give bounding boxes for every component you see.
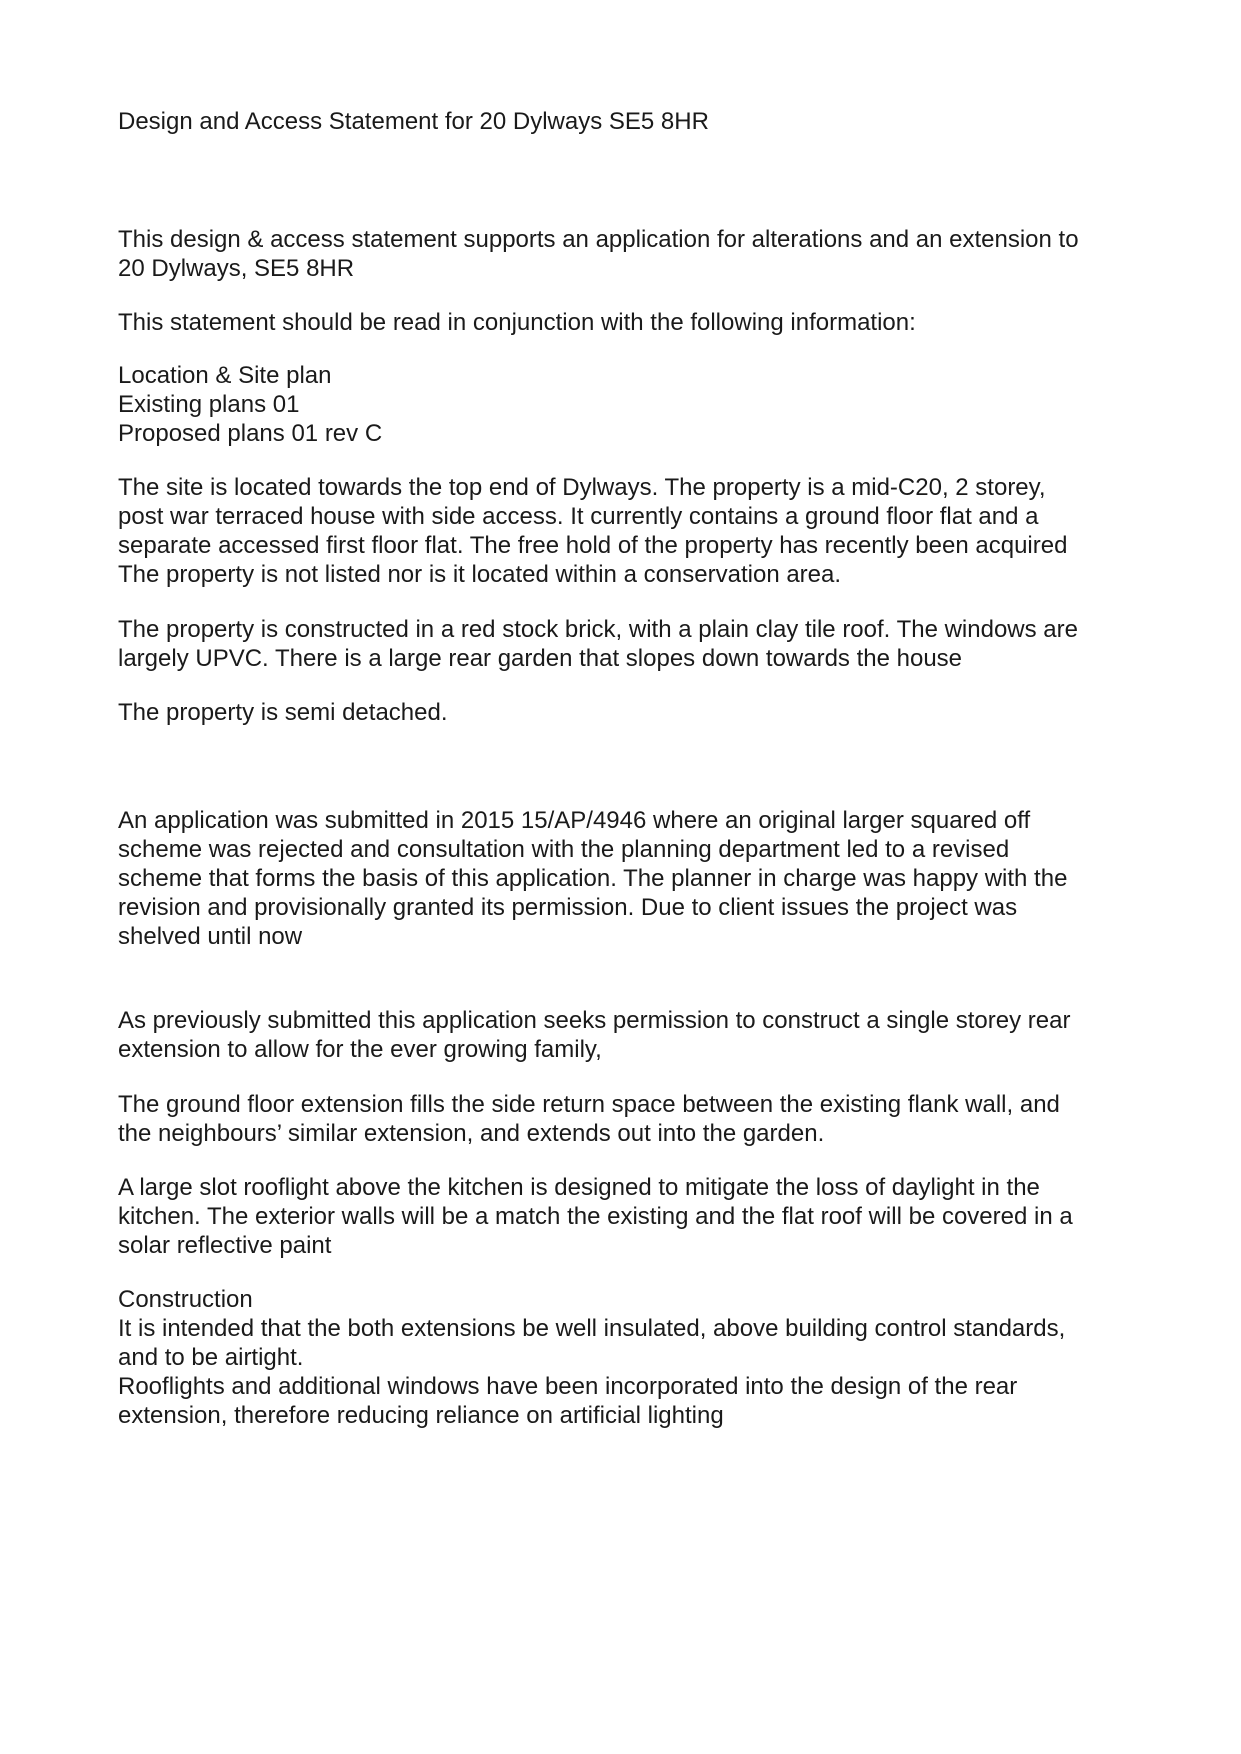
paragraph-line: post war terraced house with side access. It currently contains a ground floor flat and a <box>118 503 1039 530</box>
paragraph-line: Rooflights and additional windows have been incorporated into the design of the rear <box>118 1373 1018 1400</box>
section-heading: Construction <box>118 1286 253 1313</box>
paragraph-line: A large slot rooflight above the kitchen is designed to mitigate the loss of daylight in the <box>118 1174 1040 1201</box>
paragraph-line: and to be airtight. <box>118 1344 304 1371</box>
paragraph-line: scheme was rejected and consultation with the planning department led to a revised <box>118 836 1010 863</box>
list-item: Proposed plans 01 rev C <box>118 420 383 447</box>
list-item: Location & Site plan <box>118 362 332 389</box>
proposal-paragraph <box>118 1006 1128 1064</box>
paragraph-line: The ground floor extension fills the side return space between the existing flank wall, and <box>118 1091 1060 1118</box>
paragraph-line: The property is constructed in a red stock brick, with a plain clay tile roof. The windows are <box>118 616 1078 643</box>
paragraph-line: An application was submitted in 2015 15/AP/4946 where an original larger squared off <box>118 807 1031 834</box>
documents-list <box>118 361 1128 448</box>
paragraph-line: This statement should be read in conjunction with the following information: <box>118 309 916 336</box>
construction-section <box>118 1285 1128 1430</box>
paragraph-line: extension to allow for the ever growing family, <box>118 1036 602 1063</box>
paragraph-line: shelved until now <box>118 923 303 950</box>
rooflight-paragraph <box>118 1173 1128 1260</box>
site-paragraph <box>118 473 1128 589</box>
list-item: Existing plans 01 <box>118 391 300 418</box>
paragraph-line: separate accessed first floor flat. The free hold of the property has recently been acquired <box>118 532 1068 559</box>
extension-paragraph <box>118 1090 1128 1148</box>
paragraph-line: the neighbours’ similar extension, and extends out into the garden. <box>118 1120 825 1147</box>
paragraph-line: kitchen. The exterior walls will be a match the existing and the flat roof will be covered in a <box>118 1203 1073 1230</box>
paragraph-line: extension, therefore reducing reliance on artificial lighting <box>118 1402 724 1429</box>
intro-paragraph <box>118 225 1128 283</box>
read-with-paragraph <box>118 308 1128 337</box>
paragraph-line: As previously submitted this application seeks permission to construct a single storey rear <box>118 1007 1071 1034</box>
semi-detached-paragraph <box>118 698 1128 727</box>
history-paragraph <box>118 806 1128 951</box>
paragraph-line: The site is located towards the top end of Dylways. The property is a mid-C20, 2 storey, <box>118 474 1046 501</box>
title-line: Design and Access Statement for 20 Dylways SE5 8HR <box>118 108 709 135</box>
materials-paragraph <box>118 615 1128 673</box>
paragraph-line: revision and provisionally granted its permission. Due to client issues the project was <box>118 894 1018 921</box>
paragraph-line: largely UPVC. There is a large rear garden that slopes down towards the house <box>118 645 963 672</box>
paragraph-line: solar reflective paint <box>118 1232 332 1259</box>
paragraph-line: The property is semi detached. <box>118 699 448 726</box>
document-title <box>118 107 1128 136</box>
paragraph-line: It is intended that the both extensions be well insulated, above building control standards, <box>118 1315 1066 1342</box>
paragraph-line: This design & access statement supports an application for alterations and an extension to <box>118 226 1079 253</box>
paragraph-line: The property is not listed nor is it located within a conservation area. <box>118 561 842 588</box>
paragraph-line: scheme that forms the basis of this application. The planner in charge was happy with the <box>118 865 1068 892</box>
paragraph-line: 20 Dylways, SE5 8HR <box>118 255 355 282</box>
